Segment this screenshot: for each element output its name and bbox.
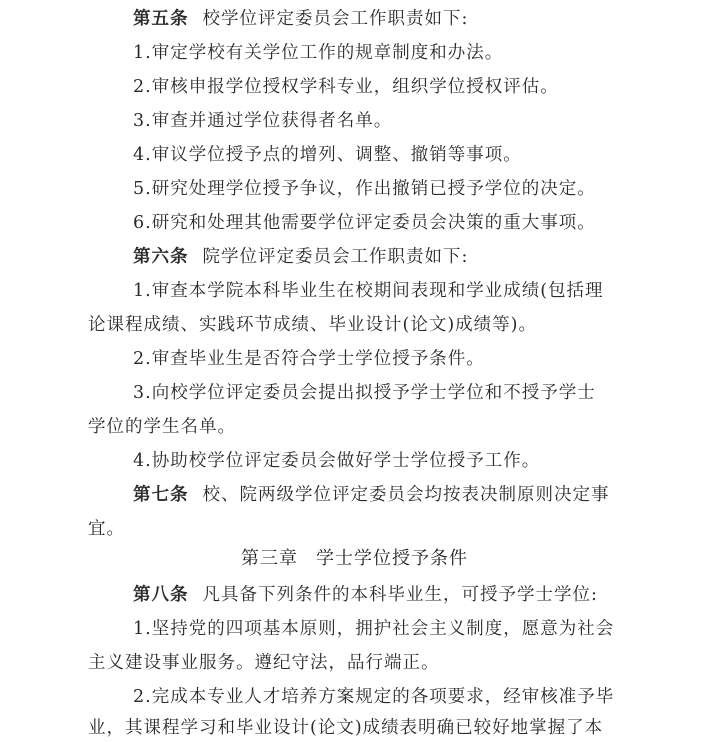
- article-5-item-4: 4.审议学位授予点的增列、调整、撤销等事项。: [133, 145, 522, 165]
- article-8-label: 第八条: [133, 585, 189, 605]
- article-7-intro: 校、院两级学位评定委员会均按表决制原则决定事: [202, 485, 610, 505]
- article-7-heading: [0, 484, 709, 506]
- article-5-item-3: 3.审查并通过学位获得者名单。: [133, 111, 393, 131]
- article-8-heading: [0, 584, 709, 606]
- article-5-item-2: 2.审核申报学位授权学科专业，组织学位授权评估。: [133, 77, 559, 97]
- article-6-item-4: 4.协助校学位评定委员会做好学士学位授予工作。: [133, 451, 541, 471]
- article-8-item-1: 1.坚持党的四项基本原则，拥护社会主义制度，愿意为社会: [133, 619, 615, 639]
- article-7-label: 第七条: [133, 485, 189, 505]
- article-6-label: 第六条: [133, 247, 189, 267]
- article-5-item-5: 5.研究处理学位授予争议，作出撤销已授予学位的决定。: [133, 179, 596, 199]
- chapter-number: 第三章: [241, 548, 298, 569]
- article-5-item-6: 6.研究和处理其他需要学位评定委员会决策的重大事项。: [133, 213, 596, 233]
- article-8-item-2-cont: 业，其课程学习和毕业设计(论文)成绩表明确已较好地掌握了本: [88, 718, 604, 738]
- article-6-intro: 院学位评定委员会工作职责如下:: [202, 247, 469, 267]
- article-6-heading: [0, 246, 709, 268]
- article-8-item-1-cont: 主义建设事业服务。遵纪守法，品行端正。: [88, 653, 440, 673]
- article-5-item-1: 1.审定学校有关学位工作的规章制度和办法。: [133, 43, 504, 63]
- article-5-heading: [0, 8, 709, 30]
- article-6-item-3-cont: 学位的学生名单。: [88, 417, 236, 437]
- article-6-item-1-cont: 论课程成绩、实践环节成绩、毕业设计(论文)成绩等)。: [88, 315, 537, 335]
- article-6-item-3: 3.向校学位评定委员会提出拟授予学士学位和不授予学士: [133, 383, 596, 403]
- article-6-item-1: 1.审查本学院本科毕业生在校期间表现和学业成绩(包括理: [133, 281, 604, 301]
- article-8-item-2: 2.完成本专业人才培养方案规定的各项要求，经审核准予毕: [133, 687, 615, 707]
- article-7-cont: 宜。: [88, 519, 125, 539]
- article-8-intro: 凡具备下列条件的本科毕业生，可授予学士学位:: [202, 585, 598, 605]
- article-6-item-2: 2.审查毕业生是否符合学士学位授予条件。: [133, 349, 485, 369]
- article-5-label: 第五条: [133, 9, 189, 29]
- chapter-title: 学士学位授予条件: [316, 548, 468, 569]
- article-5-intro: 校学位评定委员会工作职责如下:: [202, 9, 469, 29]
- chapter-heading: [0, 548, 709, 570]
